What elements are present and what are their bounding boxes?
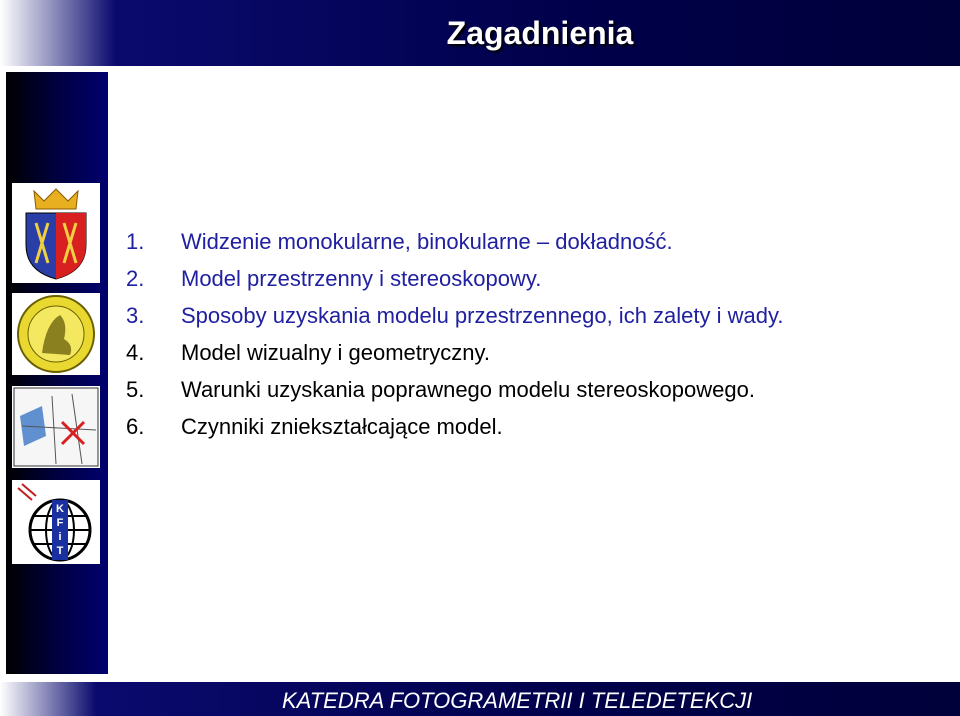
footer-bar — [0, 682, 960, 716]
item-text: Warunki uzyskania poprawnego modelu stereoskopowego. — [181, 377, 755, 402]
university-seal-icon — [12, 293, 100, 375]
list-item — [126, 374, 946, 405]
list-item — [126, 300, 946, 331]
item-text: Model przestrzenny i stereoskopowy. — [181, 266, 542, 291]
slide-title: Zagadnienia — [446, 14, 634, 51]
kfit-letter: K — [56, 503, 64, 515]
item-number: 2. — [126, 266, 145, 291]
kfit-letter: i — [58, 531, 62, 543]
item-text: Sposoby uzyskania modelu przestrzennego, ich zalety i wady. — [181, 303, 784, 328]
item-number: 3. — [126, 303, 145, 328]
item-number: 1. — [126, 229, 145, 254]
list-item — [126, 226, 946, 257]
map-icon — [12, 386, 100, 468]
item-text: Czynniki zniekształcające model. — [181, 414, 503, 439]
kfit-letter: T — [56, 545, 64, 557]
item-number: 6. — [126, 414, 145, 439]
footer-text: KATEDRA FOTOGRAMETRII I TELEDETEKCJI — [282, 688, 753, 713]
topic-list — [126, 226, 946, 448]
kfit-logo-icon — [12, 480, 100, 564]
list-item — [126, 337, 946, 368]
item-text: Model wizualny i geometryczny. — [181, 340, 490, 365]
list-item — [126, 263, 946, 294]
kfit-letter: F — [56, 517, 64, 529]
title-bar — [0, 0, 960, 66]
list-item — [126, 411, 946, 442]
item-number: 4. — [126, 340, 145, 365]
item-text: Widzenie monokularne, binokularne – dokładność. — [181, 229, 673, 254]
coat-of-arms-icon — [12, 183, 100, 283]
item-number: 5. — [126, 377, 145, 402]
